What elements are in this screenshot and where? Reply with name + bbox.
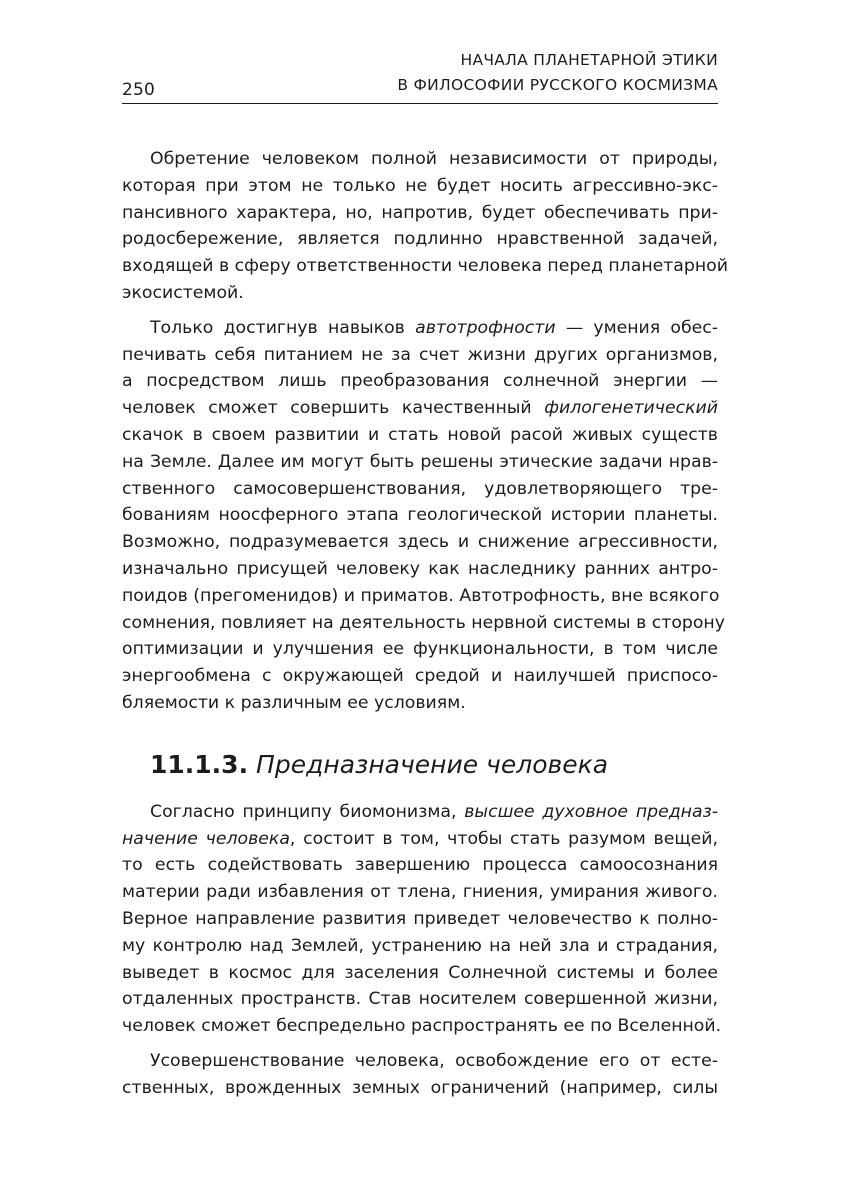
emphasis-phylogenetic: филогенетический: [544, 398, 718, 419]
text-line: му контролю над Землей, устранению на ней зла и страдания,: [122, 935, 718, 956]
running-title: [397, 48, 718, 98]
section-heading: [150, 749, 718, 781]
section-title: Предназначение человека: [256, 749, 609, 779]
body-text: [122, 146, 728, 1102]
text-line: Возможно, подразумевается здесь и снижение агрессивности,: [122, 532, 718, 553]
text-line: выведет в космос для заселения Солнечной системы и более: [122, 962, 718, 983]
text-line: изначально присущей человеку как наследнику ранних антро-: [122, 558, 718, 579]
text-run: Согласно принципу биомонизма,: [150, 801, 465, 822]
paragraph-4: [122, 1048, 718, 1102]
text-line: бованиям ноосферного этапа геологической истории планеты.: [122, 505, 718, 526]
text-line: на Земле. Далее им могут быть решены этические задачи нрав-: [122, 451, 718, 472]
paragraph-2: [122, 315, 725, 717]
text-line: Обретение человеком полной независимости от природы,: [150, 149, 718, 169]
text-line: Верное направление развития приведет человечество к полно-: [122, 908, 718, 929]
text-line: ственного самосовершенствования, удовлетворяющего тре-: [122, 478, 718, 499]
text-run: Только достигнув навыков: [150, 317, 416, 338]
text-line: ственных, врожденных земных ограничений (например, силы: [122, 1077, 718, 1098]
paragraph-1: [122, 146, 728, 307]
text-line: поидов (прегоменидов) и приматов. Автотрофность, вне всякого: [122, 585, 720, 606]
emphasis-autotrophy: автотрофности: [415, 317, 556, 338]
paragraph-3: [122, 799, 722, 1040]
running-head: [122, 48, 718, 104]
text-run: человек сможет совершить качественный: [122, 398, 545, 419]
text-line: сомнения, повлияет на деятельность нервной системы в сторону: [122, 612, 725, 633]
header-rule: [122, 103, 718, 104]
running-title-line-2: В ФИЛОСОФИИ РУССКОГО КОСМИЗМА: [397, 76, 718, 94]
text-run: — умения обес-: [555, 317, 719, 338]
text-line: материи ради избавления от тлена, гниения, умирания живого.: [122, 882, 718, 903]
text-line: пансивного характера, но, напротив, будет обеспечивать при-: [122, 202, 718, 223]
page-number: 250: [122, 80, 156, 100]
text-line: Усовершенствование человека, освобождение его от есте-: [150, 1050, 718, 1071]
text-line: [122, 315, 718, 342]
text-line: то есть содействовать завершению процесса самоосознания: [122, 855, 718, 876]
text-line: оптимизации и улучшения ее функциональности, в том числе: [122, 639, 718, 660]
text-line: скачок в своем развитии и стать новой расой живых существ: [122, 424, 718, 445]
emphasis-purpose: начение человека: [122, 828, 290, 849]
section-number: 11.1.3.: [150, 749, 249, 779]
text-line: бляемости к различным ее условиям.: [122, 692, 466, 713]
text-line: которая при этом не только не будет носить агрессивно-экс-: [122, 175, 718, 196]
text-line: [122, 799, 718, 826]
text-line: отдаленных пространств. Став носителем совершенной жизни,: [122, 989, 718, 1010]
text-line: энергообмена с окружающей средой и наилучшей приспосо-: [122, 666, 718, 687]
running-title-line-1: НАЧАЛА ПЛАНЕТАРНОЙ ЭТИКИ: [460, 51, 718, 69]
emphasis-purpose: высшее духовное предназ-: [464, 801, 718, 822]
text-line: родосбережение, является подлинно нравственной задачей,: [122, 229, 718, 250]
text-line: печивать себя питанием не за счет жизни других организмов,: [122, 344, 718, 365]
text-line: а посредством лишь преобразования солнечной энергии —: [122, 371, 718, 392]
text-run: , состоит в том, чтобы стать разумом вещей,: [289, 828, 718, 849]
text-line: [122, 826, 718, 853]
text-line: входящей в сферу ответственности человека перед планетарной: [122, 256, 728, 277]
text-line: [122, 395, 718, 422]
text-line: экосистемой.: [122, 282, 244, 303]
text-line: человек сможет беспредельно распространять ее по Вселенной.: [122, 1016, 722, 1037]
